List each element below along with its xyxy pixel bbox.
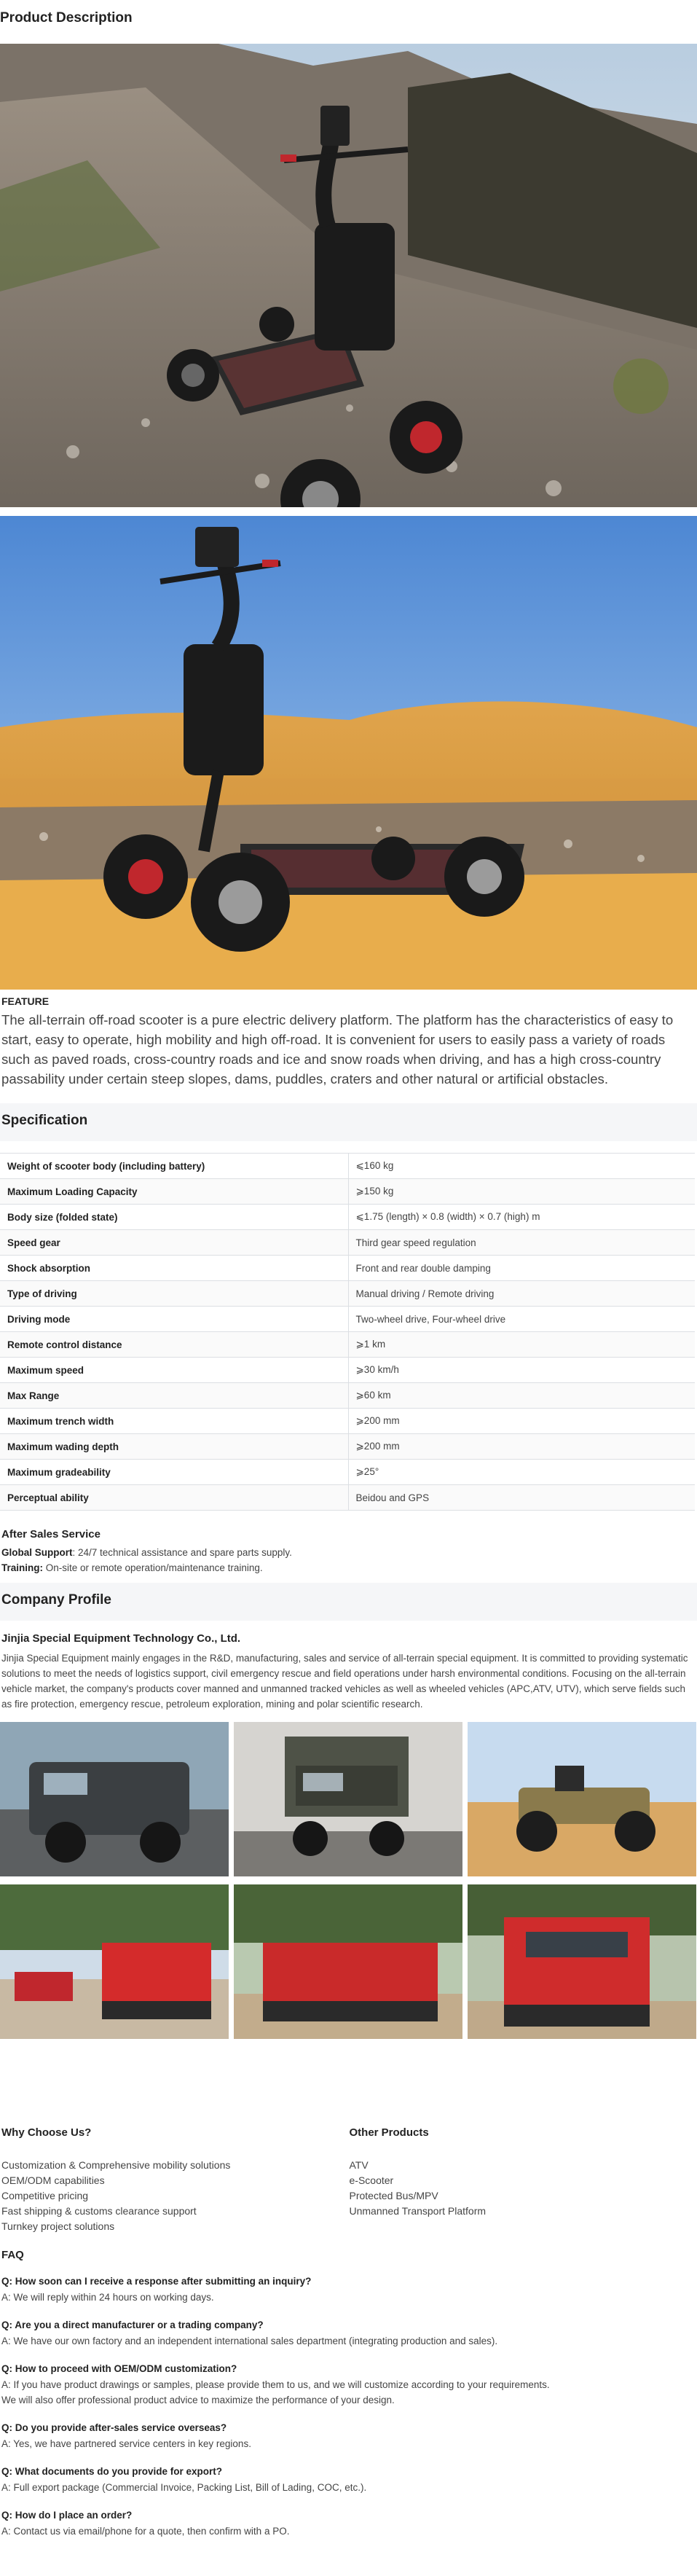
info-columns xyxy=(0,2039,697,2234)
spec-key: Weight of scooter body (including battery) xyxy=(0,1154,348,1179)
spec-row xyxy=(0,1434,695,1460)
faq-list xyxy=(1,2276,696,2539)
spec-row xyxy=(0,1485,695,1511)
faq-question: Q: How do I place an order? xyxy=(1,2510,133,2521)
other-products-title: Other Products xyxy=(349,2126,429,2139)
spec-key: Type of driving xyxy=(0,1281,348,1307)
red-tracked-front-photo xyxy=(468,1884,696,2039)
expedition-truck-photo xyxy=(234,1722,462,1876)
after-sales-item xyxy=(1,1560,696,1575)
spec-row xyxy=(0,1281,695,1307)
red-tracked-carrier-photo xyxy=(234,1884,462,2039)
spec-row xyxy=(0,1230,695,1256)
spec-key: Maximum trench width xyxy=(0,1409,348,1434)
after-sales-text: : 24/7 technical assistance and spare parts supply. xyxy=(72,1547,292,1558)
why-choose-us-list xyxy=(1,2158,350,2234)
spec-key: Maximum wading depth xyxy=(0,1434,348,1460)
why-choose-us-title: Why Choose Us? xyxy=(1,2126,92,2139)
mountain-trail-scooter-photo xyxy=(0,44,697,507)
spec-row xyxy=(0,1205,695,1230)
faq-answer xyxy=(1,2436,696,2451)
faq-answer xyxy=(1,2333,696,2349)
spec-value: ⩾30 km/h xyxy=(348,1358,695,1383)
spec-key: Maximum speed xyxy=(0,1358,348,1383)
spec-value: ⩾200 mm xyxy=(348,1409,695,1434)
spec-row xyxy=(0,1307,695,1332)
company-description: Jinjia Special Equipment mainly engages in the R&D, manufacturing, sales and service of all-terrain special equipment. It is committed to providing systematic solutions to meet the needs of logistics support, civil emergency rescue and field operations under harsh environmental conditions. Focusing on the all-terrain vehicle market, the company's products cover manned and unmanned tracked vehicles as well as wheeled vehicles (APC,ATV, UTV), which serve fields such as fire protection, emergency rescue, petroleum exploration, mining and polar scientific research. xyxy=(1,1653,688,1710)
faq-question: Q: How soon can I receive a response after submitting an inquiry? xyxy=(1,2276,312,2287)
after-sales-item xyxy=(1,1545,696,1560)
specification-table xyxy=(0,1153,695,1511)
after-sales-title: After Sales Service xyxy=(1,1528,101,1540)
spec-key: Driving mode xyxy=(0,1307,348,1332)
after-sales-text: On-site or remote operation/maintenance training. xyxy=(43,1562,263,1573)
spec-row xyxy=(0,1179,695,1205)
spec-value: ⩽160 kg xyxy=(348,1154,695,1179)
spec-value: ⩾200 mm xyxy=(348,1434,695,1460)
why-choose-us-item: Fast shipping & customs clearance support xyxy=(1,2205,197,2217)
faq-answer xyxy=(1,2377,696,2408)
spec-row xyxy=(0,1332,695,1358)
spec-value: ⩾25° xyxy=(348,1460,695,1485)
faq-title: FAQ xyxy=(1,2249,24,2261)
spec-key: Maximum gradeability xyxy=(0,1460,348,1485)
spec-key: Perceptual ability xyxy=(0,1485,348,1511)
spec-key: Maximum Loading Capacity xyxy=(0,1179,348,1205)
faq-question: Q: Do you provide after-sales service overseas? xyxy=(1,2422,227,2433)
spec-value: Front and rear double damping xyxy=(348,1256,695,1281)
faq-answer-line: A: We have our own factory and an independent international sales department (integrating production and sales). xyxy=(1,2336,498,2346)
spec-row xyxy=(0,1358,695,1383)
spec-key: Body size (folded state) xyxy=(0,1205,348,1230)
spec-row xyxy=(0,1154,695,1179)
spec-key: Remote control distance xyxy=(0,1332,348,1358)
spec-value: ⩾150 kg xyxy=(348,1179,695,1205)
faq-question: Q: How to proceed with OEM/ODM customization? xyxy=(1,2363,237,2374)
armored-truck-photo xyxy=(0,1722,229,1876)
after-sales-label: Training: xyxy=(1,1562,43,1573)
company-name: Jinjia Special Equipment Technology Co., Ltd. xyxy=(1,1632,241,1645)
feature-section xyxy=(0,990,697,1103)
faq-answer xyxy=(1,2290,696,2305)
spec-value: Two-wheel drive, Four-wheel drive xyxy=(348,1307,695,1332)
desert-scooter-photo xyxy=(0,516,697,990)
other-product-item: e-Scooter xyxy=(349,2174,394,2186)
spec-value: Beidou and GPS xyxy=(348,1485,695,1511)
spec-value: ⩽1.75 (length) × 0.8 (width) × 0.7 (high) m xyxy=(348,1205,695,1230)
tracked-vehicles-photo xyxy=(0,1884,229,2039)
spec-value: Manual driving / Remote driving xyxy=(348,1281,695,1307)
spec-key: Shock absorption xyxy=(0,1256,348,1281)
faq-answer-line: A: Full export package (Commercial Invoice, Packing List, Bill of Lading, COC, etc.). xyxy=(1,2482,367,2493)
company-profile-heading: Company Profile xyxy=(0,1583,697,1621)
atv-photo xyxy=(468,1722,696,1876)
company-profile-section xyxy=(0,1621,697,1722)
feature-title: FEATURE xyxy=(1,995,50,1007)
page-title: Product Description xyxy=(0,10,133,26)
faq-question: Q: What documents do you provide for export? xyxy=(1,2466,223,2477)
spec-value: ⩾60 km xyxy=(348,1383,695,1409)
spec-key: Max Range xyxy=(0,1383,348,1409)
other-product-item: ATV xyxy=(349,2159,369,2171)
faq-section xyxy=(0,2234,697,2575)
feature-text: The all-terrain off-road scooter is a pure electric delivery platform. The platform has the characteristics of easy to start, easy to operate, high mobility and high off-road. It is convenient for users to easily pass a variety of roads such as paved roads, cross-country roads and ice and snow roads when driving, and has a high cross-country passability under certain steep slopes, dams, puddles, craters and other natural or artificial obstacles. xyxy=(1,1012,674,1087)
spec-row xyxy=(0,1383,695,1409)
spec-key: Speed gear xyxy=(0,1230,348,1256)
why-choose-us-item: Customization & Comprehensive mobility solutions xyxy=(1,2159,231,2171)
why-choose-us-item: Competitive pricing xyxy=(1,2190,89,2201)
other-products-list xyxy=(350,2158,697,2219)
faq-answer xyxy=(1,2524,696,2539)
faq-question: Q: Are you a direct manufacturer or a trading company? xyxy=(1,2319,264,2330)
faq-answer-line: A: We will reply within 24 hours on working days. xyxy=(1,2292,214,2303)
faq-answer-line: A: Yes, we have partnered service centers in key regions. xyxy=(1,2438,251,2449)
faq-answer-line: We will also offer professional product advice to maximize the performance of your design. xyxy=(1,2395,395,2405)
faq-answer xyxy=(1,2480,696,2495)
spec-value: Third gear speed regulation xyxy=(348,1230,695,1256)
faq-answer-line: A: Contact us via email/phone for a quote, then confirm with a PO. xyxy=(1,2526,290,2537)
spec-value: ⩾1 km xyxy=(348,1332,695,1358)
other-product-item: Protected Bus/MPV xyxy=(349,2190,438,2201)
after-sales-label: Global Support xyxy=(1,1547,73,1558)
spec-row xyxy=(0,1409,695,1434)
spec-row xyxy=(0,1460,695,1485)
faq-answer-line: A: If you have product drawings or samples, please provide them to us, and we will customize according to your requirements. xyxy=(1,2379,550,2390)
why-choose-us-section xyxy=(1,2126,350,2234)
why-choose-us-item: Turnkey project solutions xyxy=(1,2220,115,2232)
product-gallery xyxy=(0,1722,697,2039)
spec-row xyxy=(0,1256,695,1281)
after-sales-section xyxy=(0,1518,697,1583)
other-products-section xyxy=(350,2126,697,2234)
why-choose-us-item: OEM/ODM capabilities xyxy=(1,2174,105,2186)
specification-heading: Specification xyxy=(0,1103,697,1141)
other-product-item: Unmanned Transport Platform xyxy=(349,2205,487,2217)
